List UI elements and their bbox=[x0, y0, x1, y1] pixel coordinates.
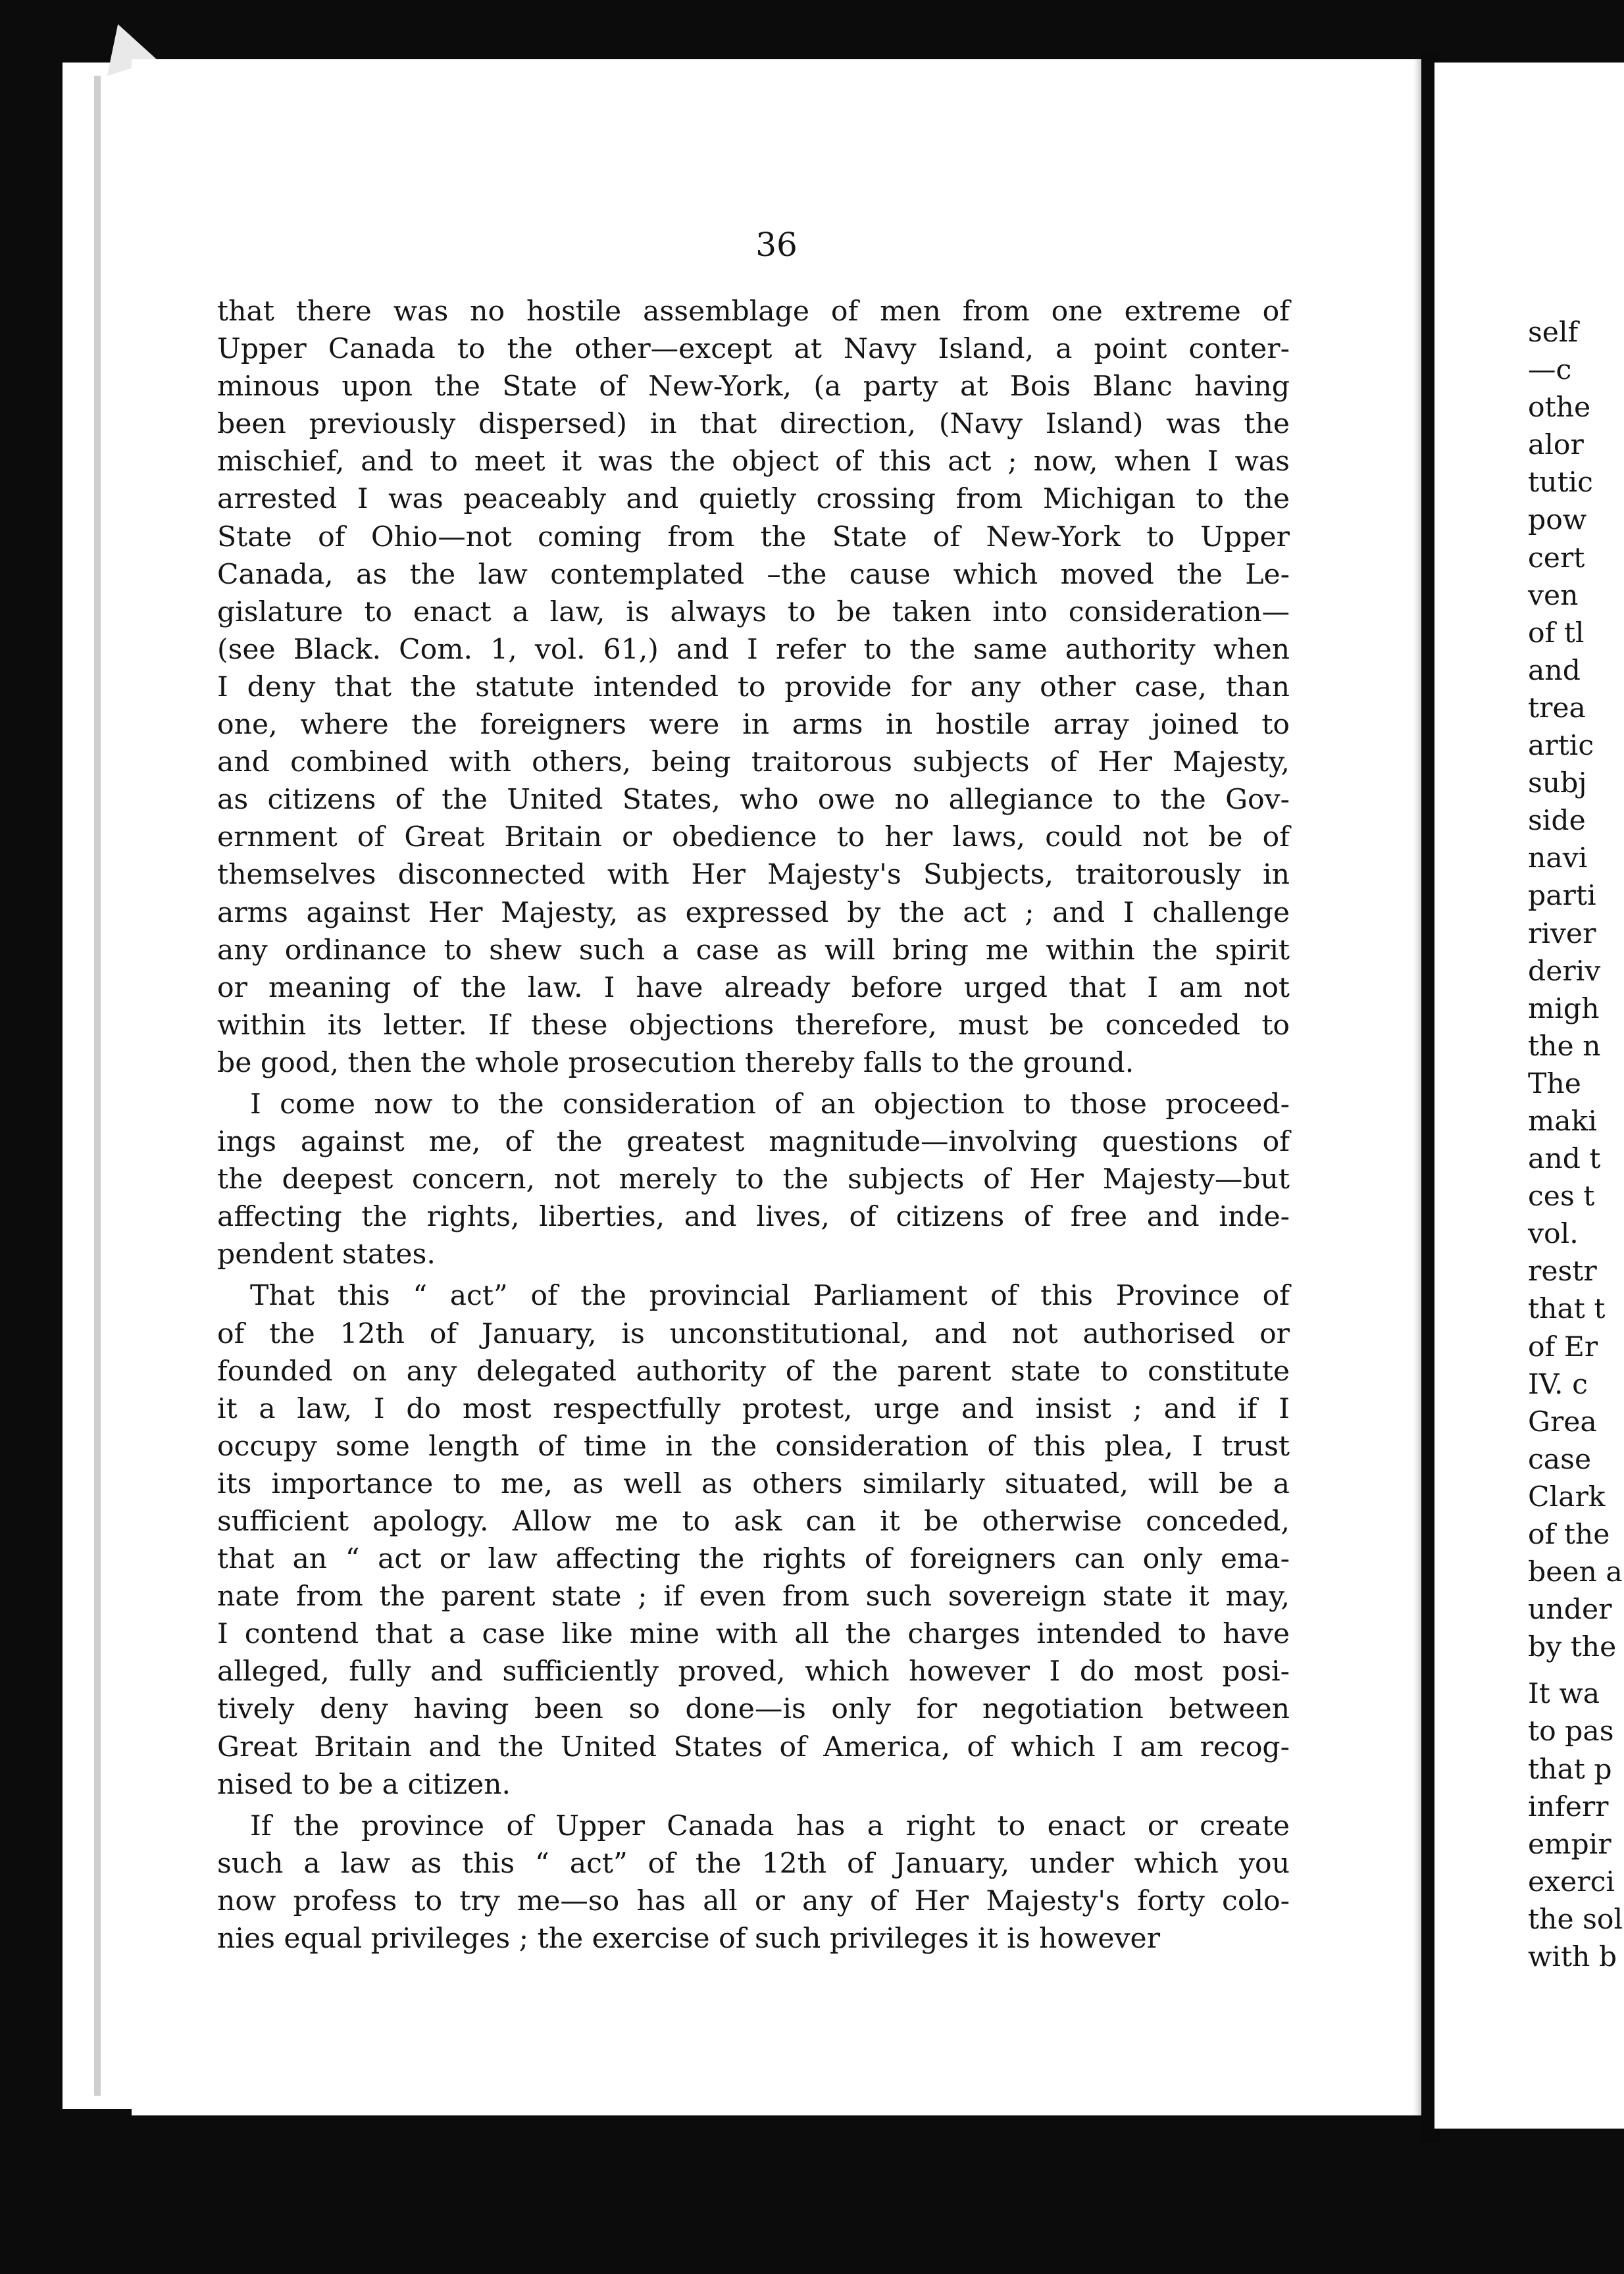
text-line: its importance to me, as well as others similarly situated, will be a bbox=[217, 1467, 1290, 1500]
body-text bbox=[217, 293, 1290, 1958]
facing-page bbox=[1434, 63, 1624, 2129]
text-line: of the 12th of January, is unconstitutional, and not authorised or bbox=[217, 1317, 1290, 1350]
facing-page-line: tutic bbox=[1528, 467, 1593, 499]
facing-page-line: Clark bbox=[1528, 1480, 1606, 1513]
facing-page-line: restr bbox=[1528, 1255, 1597, 1288]
facing-page-line: ven bbox=[1528, 579, 1579, 612]
text-line: Great Britain and the United States of America, of which I am recog- bbox=[217, 1731, 1290, 1763]
facing-page-line: self bbox=[1528, 316, 1579, 349]
text-line: affecting the rights, liberties, and lives, of citizens of free and inde- bbox=[217, 1201, 1290, 1234]
facing-page-line: The bbox=[1528, 1067, 1581, 1100]
facing-page-line: IV. c bbox=[1528, 1368, 1588, 1401]
facing-page-line: cert bbox=[1528, 542, 1585, 574]
facing-page-line: case bbox=[1528, 1443, 1592, 1476]
facing-page-line: side bbox=[1528, 805, 1586, 838]
facing-page-line: river bbox=[1528, 917, 1596, 950]
text-line: pendent states. bbox=[217, 1238, 436, 1271]
paragraph bbox=[217, 1277, 1290, 1803]
facing-page-line: deriv bbox=[1528, 955, 1601, 988]
facing-page-line: under bbox=[1528, 1594, 1612, 1627]
facing-page-line: vol. bbox=[1528, 1218, 1579, 1251]
facing-page-line: with b bbox=[1528, 1941, 1617, 1974]
facing-page-line: pow bbox=[1528, 504, 1587, 537]
facing-page-line: and bbox=[1528, 654, 1581, 687]
facing-page-line: been a bbox=[1528, 1556, 1623, 1589]
text-line: occupy some length of time in the consideration of this plea, I trust bbox=[217, 1430, 1290, 1463]
facing-page-line: empir bbox=[1528, 1828, 1611, 1861]
text-line: arrested I was peaceably and quietly crossing from Michigan to the bbox=[217, 483, 1290, 516]
text-line: Upper Canada to the other—except at Navy Island, a point conter- bbox=[217, 333, 1290, 366]
text-line: (see Black. Com. 1, vol. 61,) and I refer to the same authority when bbox=[217, 633, 1290, 666]
main-page bbox=[132, 59, 1421, 2115]
text-line: it a law, I do most respectfully protest, urge and insist ; and if I bbox=[217, 1392, 1290, 1425]
text-line: themselves disconnected with Her Majesty's Subjects, traitorously in bbox=[217, 859, 1290, 892]
facing-page-line: alor bbox=[1528, 429, 1584, 462]
text-line: If the province of Upper Canada has a right to enact or create bbox=[250, 1809, 1290, 1842]
paragraph bbox=[217, 1086, 1290, 1273]
text-line: within its letter. If these objections therefore, must be conceded to bbox=[217, 1009, 1290, 1042]
text-line: gislature to enact a law, is always to be taken into consideration— bbox=[217, 595, 1290, 628]
text-line: I contend that a case like mine with all the charges intended to have bbox=[217, 1618, 1290, 1651]
text-line: sufficient apology. Allow me to ask can it be otherwise conceded, bbox=[217, 1505, 1290, 1538]
text-line: nised to be a citizen. bbox=[217, 1768, 511, 1801]
text-line: the deepest concern, not merely to the subjects of Her Majesty—but bbox=[217, 1163, 1290, 1196]
text-line: tively deny having been so done—is only for negotiation between bbox=[217, 1693, 1290, 1726]
text-line: minous upon the State of New-York, (a party at Bois Blanc having bbox=[217, 370, 1290, 403]
text-line: Canada, as the law contemplated –the cause which moved the Le- bbox=[217, 558, 1290, 591]
facing-page-line: by the bbox=[1528, 1631, 1617, 1664]
facing-page-line: maki bbox=[1528, 1105, 1597, 1138]
text-line: as citizens of the United States, who owe no allegiance to the Gov- bbox=[217, 784, 1290, 817]
text-line: ernment of Great Britain or obedience to her laws, could not be of bbox=[217, 821, 1290, 854]
facing-page-line: othe bbox=[1528, 392, 1591, 424]
facing-page-text bbox=[1528, 314, 1623, 1976]
text-line: I deny that the statute intended to provide for any other case, than bbox=[217, 670, 1290, 703]
facing-page-line: of the bbox=[1528, 1519, 1610, 1551]
facing-page-line: to pas bbox=[1528, 1715, 1614, 1748]
text-line: That this “ act” of the provincial Parliament of this Province of bbox=[250, 1280, 1290, 1313]
facing-page-line: Grea bbox=[1528, 1405, 1597, 1438]
text-line: alleged, fully and sufficiently proved, which however I do most posi- bbox=[217, 1655, 1290, 1688]
text-line: arms against Her Majesty, as expressed by the act ; and I challenge bbox=[217, 896, 1290, 929]
text-line: and combined with others, being traitorous subjects of Her Majesty, bbox=[217, 746, 1290, 779]
text-line: any ordinance to shew such a case as will bring me within the spirit bbox=[217, 934, 1290, 967]
previous-page-edge bbox=[63, 63, 140, 2109]
text-line: or meaning of the law. I have already before urged that I am not bbox=[217, 971, 1290, 1004]
facing-page-line: inferr bbox=[1528, 1790, 1609, 1823]
text-line: State of Ohio—not coming from the State of New-York to Upper bbox=[217, 520, 1290, 553]
text-line: been previously dispersed) in that direction, (Navy Island) was the bbox=[217, 408, 1290, 441]
facing-page-line: and t bbox=[1528, 1143, 1601, 1176]
facing-page-line: of Er bbox=[1528, 1330, 1598, 1363]
page-number: 36 bbox=[755, 226, 798, 264]
facing-page-line: that p bbox=[1528, 1753, 1612, 1786]
text-line: founded on any delegated authority of the parent state to constitute bbox=[217, 1355, 1290, 1388]
facing-page-line: It wa bbox=[1528, 1678, 1600, 1711]
facing-page-line: of tl bbox=[1528, 617, 1585, 649]
facing-page-line: subj bbox=[1528, 767, 1587, 800]
text-line: one, where the foreigners were in arms in hostile array joined to bbox=[217, 709, 1290, 742]
facing-page-line: migh bbox=[1528, 992, 1600, 1025]
facing-page-line: parti bbox=[1528, 880, 1596, 913]
text-line: now profess to try me—so has all or any of Her Majesty's forty colo- bbox=[217, 1884, 1290, 1917]
facing-page-line: trea bbox=[1528, 692, 1586, 724]
paragraph bbox=[217, 293, 1290, 1082]
facing-page-line: ces t bbox=[1528, 1180, 1595, 1213]
facing-page-line: that t bbox=[1528, 1293, 1606, 1326]
text-line: I come now to the consideration of an objection to those proceed- bbox=[250, 1088, 1290, 1121]
facing-page-line: the sol bbox=[1528, 1903, 1623, 1936]
facing-page-line: —c bbox=[1528, 354, 1572, 387]
text-line: mischief, and to meet it was the object of this act ; now, when I was bbox=[217, 445, 1290, 478]
text-line: nate from the parent state ; if even from such sovereign state it may, bbox=[217, 1580, 1290, 1613]
text-line: such a law as this “ act” of the 12th of January, under which you bbox=[217, 1847, 1290, 1880]
facing-page-line: the n bbox=[1528, 1030, 1601, 1063]
text-line: nies equal privileges ; the exercise of such privileges it is however bbox=[217, 1923, 1161, 1956]
text-line: that there was no hostile assemblage of men from one extreme of bbox=[217, 295, 1290, 328]
facing-page-line: artic bbox=[1528, 730, 1594, 763]
text-line: that an “ act or law affecting the rights of foreigners can only ema- bbox=[217, 1543, 1290, 1576]
facing-page-line: exerci bbox=[1528, 1865, 1615, 1898]
text-line: be good, then the whole prosecution thereby falls to the ground. bbox=[217, 1046, 1134, 1079]
facing-page-line: navi bbox=[1528, 842, 1588, 875]
text-line: ings against me, of the greatest magnitude—involving questions of bbox=[217, 1126, 1290, 1159]
paragraph bbox=[217, 1807, 1290, 1958]
